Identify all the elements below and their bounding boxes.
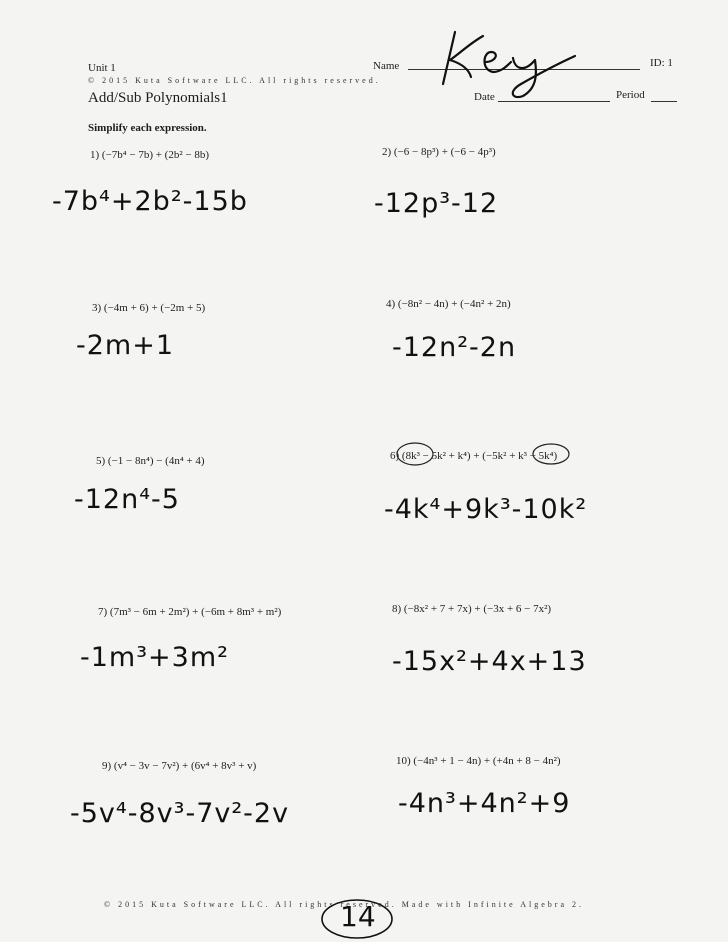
problem-label-1: 1) (−7b⁴ − 7b) + (2b² − 8b): [90, 149, 210, 161]
period-line: [651, 101, 677, 102]
answer-7: -1m³+3m²: [80, 642, 229, 673]
answer-1: -7b⁴+2b²-15b: [52, 186, 248, 217]
problem-label-3: 3) (−4m + 6) + (−2m + 5): [92, 302, 206, 314]
problem-label-7: 7) (7m³ − 6m + 2m²) + (−6m + 8m³ + m²): [98, 606, 282, 618]
problem-label-10: 10) (−4n³ + 1 − 4n) + (+4n + 8 − 4n²): [396, 755, 561, 767]
answer-10: -4n³+4n²+9: [398, 788, 571, 819]
answer-9: -5v⁴-8v³-7v²-2v: [70, 798, 290, 829]
problem-label-6: 6) (8k³ − 5k² + k⁴) + (−5k² + k³ − 5k⁴): [390, 450, 558, 462]
handwritten-circle-marks: [395, 440, 595, 470]
problem-label-4: 4) (−8n² − 4n) + (−4n² + 2n): [386, 298, 511, 310]
date-line: [498, 101, 610, 102]
answer-5: -12n⁴-5: [74, 484, 180, 515]
problem-label-8: 8) (−8x² + 7 + 7x) + (−3x + 6 − 7x²): [392, 603, 552, 615]
footer-copyright: © 2015 Kuta Software LLC. All rights reserved. Made with Infinite Algebra 2.: [104, 900, 585, 909]
unit-label: Unit 1: [88, 62, 116, 74]
instruction: Simplify each expression.: [88, 122, 207, 134]
problem-label-2: 2) (−6 − 8p³) + (−6 − 4p³): [382, 146, 496, 158]
problem-label-5: 5) (−1 − 8n⁴) − (4n⁴ + 4): [96, 455, 205, 467]
id-label: ID: 1: [650, 57, 673, 69]
name-label: Name: [373, 60, 400, 72]
problem-label-9: 9) (v⁴ − 3v − 7v²) + (6v⁴ + 8v³ + v): [102, 760, 257, 772]
answer-4: -12n²-2n: [392, 332, 517, 363]
period-label: Period: [616, 89, 645, 101]
answer-2: -12p³-12: [374, 188, 499, 219]
header-copyright: © 2015 Kuta Software LLC. All rights reserved.: [88, 76, 381, 85]
date-label: Date: [474, 91, 495, 103]
score-value: 14: [340, 900, 376, 933]
worksheet-title: Add/Sub Polynomials1: [88, 90, 228, 106]
answer-8: -15x²+4x+13: [392, 646, 587, 677]
answer-3: -2m+1: [76, 330, 175, 361]
answer-6: -4k⁴+9k³-10k²: [384, 494, 588, 525]
handwritten-key-signature: [425, 22, 585, 102]
